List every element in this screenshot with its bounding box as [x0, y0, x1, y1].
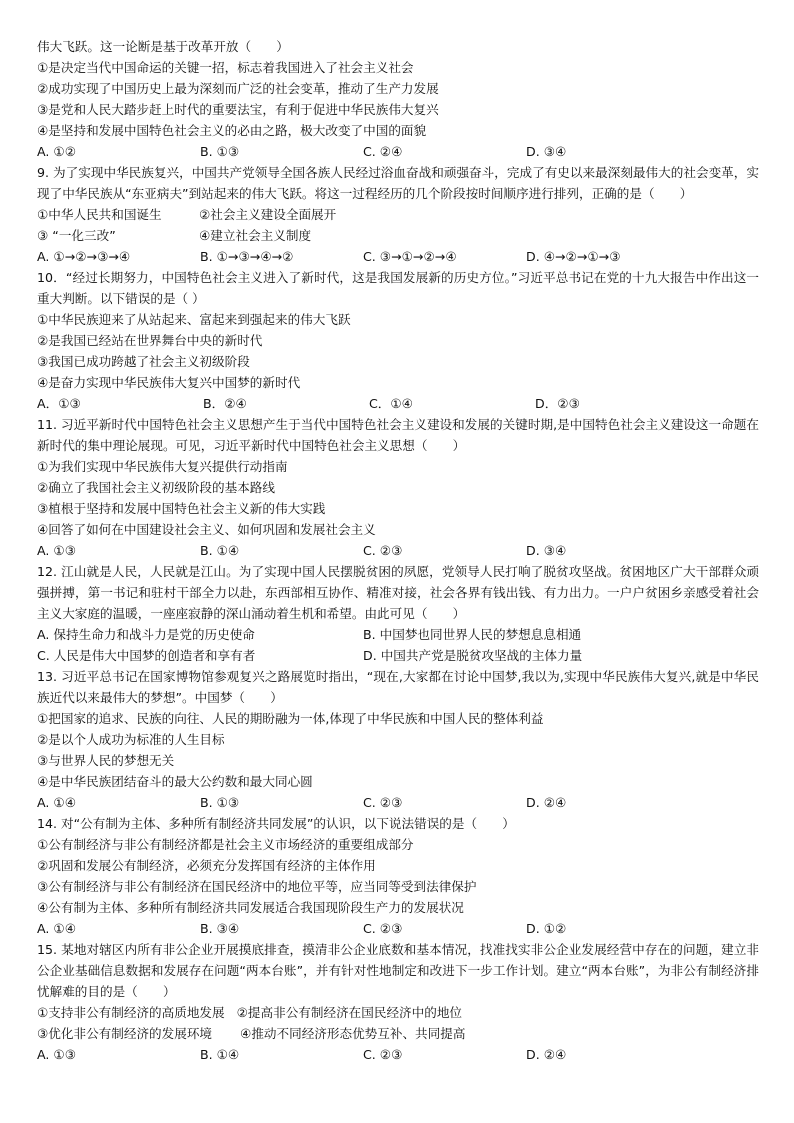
statement-4: ④回答了如何在中国建设社会主义、如何巩固和发展社会主义	[37, 522, 376, 537]
option-a[interactable]: A. ①④	[37, 795, 76, 810]
statement-3: ③与世界人民的梦想无关	[37, 753, 175, 768]
statement-1: ①是决定当代中国命运的关键一招，标志着我国进入了社会主义社会	[37, 60, 414, 75]
option-b[interactable]: B. ①④	[200, 543, 240, 558]
question-15	[37, 939, 759, 1065]
answer-options	[37, 246, 759, 267]
option-a[interactable]: A. ①④	[37, 921, 76, 936]
question-stem: 11. 习近平新时代中国特色社会主义思想产生于当代中国特色社会主义建设和发展的关键时期,是中国特色社会主义建设这一命题在新时代的集中理论展现。可见，习近平新时代中国特色社会主义思想（ ）	[37, 417, 759, 453]
question-stem: 10．“经过长期努力，中国特色社会主义进入了新时代，这是我国发展新的历史方位。”习近平总书记在党的十九大报告中作出这一重大判断。以下错误的是（ ）	[37, 270, 759, 306]
statement-2: ②确立了我国社会主义初级阶段的基本路线	[37, 480, 275, 495]
option-b[interactable]: B. ①→③→④→②	[200, 249, 294, 264]
option-c[interactable]: C. ②③	[363, 795, 403, 810]
statement-4: ④推动不同经济形态优势互补、共同提高	[240, 1026, 466, 1041]
statement-4: ④是坚持和发展中国特色社会主义的必由之路，极大改变了中国的面貌	[37, 123, 427, 138]
question-stem: 13. 习近平总书记在国家博物馆参观复兴之路展览时指出，“现在,大家都在讨论中国梦,我以为,实现中华民族伟大复兴,就是中华民族近代以来最伟大的梦想”。中国梦（ ）	[37, 669, 759, 705]
answer-options	[37, 624, 759, 645]
option-a[interactable]: A．①③	[37, 396, 81, 411]
option-d[interactable]: D. ③④	[526, 144, 567, 159]
statement-1: ①把国家的追求、民族的向往、人民的期盼融为一体,体现了中华民族和中国人民的整体利益	[37, 711, 544, 726]
option-a[interactable]: A. ①②	[37, 144, 76, 159]
option-c[interactable]: C. ③→①→②→④	[363, 249, 457, 264]
option-d[interactable]: D. 中国共产党是脱贫攻坚战的主体力量	[363, 648, 583, 663]
option-a[interactable]: A. ①→②→③→④	[37, 249, 131, 264]
statement-1: ①中华人民共和国诞生	[37, 207, 162, 222]
answer-options	[37, 645, 759, 666]
answer-options	[37, 540, 759, 561]
option-c[interactable]: C. ②③	[363, 921, 403, 936]
question-8	[37, 36, 759, 162]
option-d[interactable]: D. ③④	[526, 543, 567, 558]
option-a[interactable]: A. ①③	[37, 1047, 76, 1062]
question-stem: 12. 江山就是人民，人民就是江山。为了实现中国人民摆脱贫困的夙愿，党领导人民打响了脱贫攻坚战。贫困地区广大干部群众顽强拼搏，第一书记和驻村干部全力以赴，东西部相互协作、精准对接，社会各界有钱出钱、有力出力。一户户贫困乡亲感受着社会主义大家庭的温暖，一座座寂静的深山涌动着生机和希望。由此可见（ ）	[37, 564, 759, 621]
question-9	[37, 162, 759, 267]
statement-2: ②社会主义建设全面展开	[199, 207, 337, 222]
statement-2: ②成功实现了中国历史上最为深刻而广泛的社会变革，推动了生产力发展	[37, 81, 439, 96]
option-c[interactable]: C. ②④	[363, 144, 403, 159]
statement-3: ③优化非公有制经济的发展环境	[37, 1026, 213, 1041]
statement-2: ②提高非公有制经济在国民经济中的地位	[236, 1005, 463, 1020]
option-c[interactable]: C. ②③	[363, 543, 403, 558]
statement-3: ③是党和人民大踏步赶上时代的重要法宝，有利于促进中华民族伟大复兴	[37, 102, 439, 117]
statement-2: ②是以个人成功为标准的人生目标	[37, 732, 225, 747]
option-d[interactable]: D．②③	[535, 396, 580, 411]
statement-3: ③植根于坚持和发展中国特色社会主义新的伟大实践	[37, 501, 326, 516]
question-stem: 14. 对“公有制为主体、多种所有制经济共同发展”的认识，以下说法错误的是（ ）	[37, 816, 515, 831]
option-a[interactable]: A. ①③	[37, 543, 76, 558]
option-b[interactable]: B. 中国梦也同世界人民的梦想息息相通	[363, 627, 582, 642]
question-stem: 伟大飞跃。这一论断是基于改革开放（ ）	[37, 39, 289, 54]
statement-3: ③公有制经济与非公有制经济在国民经济中的地位平等，应当同等受到法律保护	[37, 879, 477, 894]
option-b[interactable]: B．②④	[203, 396, 247, 411]
statement-3: ③ “一化三改”	[37, 228, 116, 243]
answer-options	[37, 141, 759, 162]
statement-4: ④公有制为主体、多种所有制经济共同发展适合我国现阶段生产力的发展状况	[37, 900, 464, 915]
statement-row	[37, 1023, 759, 1044]
exam-page	[37, 36, 759, 1065]
statement-4: ④是中华民族团结奋斗的最大公约数和最大同心圆	[37, 774, 313, 789]
option-a[interactable]: A. 保持生命力和战斗力是党的历史使命	[37, 627, 255, 642]
answer-options	[37, 393, 759, 414]
option-b[interactable]: B. ①④	[200, 1047, 240, 1062]
statement-2: ②是我国已经站在世界舞台中央的新时代	[37, 333, 263, 348]
option-d[interactable]: D. ④→②→①→③	[526, 249, 621, 264]
question-stem: 15. 某地对辖区内所有非公企业开展摸底排查，摸清非公企业底数和基本情况，找准找实非公企业发展经营中存在的问题，建立非公企业基础信息数据和发展存在问题“两本台账”，并有针对性地制定和改进下一步工作计划。建立“两本台账”，为非公有制经济排忧解难的目的是（ ）	[37, 942, 759, 999]
statement-4: ④建立社会主义制度	[199, 228, 312, 243]
statement-3: ③我国已成功跨越了社会主义初级阶段	[37, 354, 250, 369]
option-b[interactable]: B. ③④	[200, 921, 240, 936]
statement-2: ②巩固和发展公有制经济，必须充分发挥国有经济的主体作用	[37, 858, 376, 873]
statement-row	[37, 204, 759, 225]
question-11	[37, 414, 759, 561]
question-13	[37, 666, 759, 813]
statement-1: ①中华民族迎来了从站起来、富起来到强起来的伟大飞跃	[37, 312, 351, 327]
option-d[interactable]: D. ②④	[526, 1047, 567, 1062]
question-10	[37, 267, 759, 414]
statement-row	[37, 1002, 759, 1023]
statement-row	[37, 225, 759, 246]
statement-4: ④是奋力实现中华民族伟大复兴中国梦的新时代	[37, 375, 301, 390]
statement-1: ①为我们实现中华民族伟大复兴提供行动指南	[37, 459, 288, 474]
question-12	[37, 561, 759, 666]
option-c[interactable]: C．①④	[369, 396, 413, 411]
option-c[interactable]: C. ②③	[363, 1047, 403, 1062]
answer-options	[37, 792, 759, 813]
statement-1: ①支持非公有制经济的高质地发展	[37, 1005, 225, 1020]
answer-options	[37, 1044, 759, 1065]
statement-1: ①公有制经济与非公有制经济都是社会主义市场经济的重要组成部分	[37, 837, 414, 852]
option-d[interactable]: D. ①②	[526, 921, 567, 936]
option-b[interactable]: B. ①③	[200, 795, 240, 810]
question-stem: 9. 为了实现中华民族复兴，中国共产党领导全国各族人民经过浴血奋战和顽强奋斗，完成了有史以来最深刻最伟大的社会变革，实现了中华民族从“东亚病夫”到站起来的伟大飞跃。将这一过程经历的几个阶段按时间顺序进行排列，正确的是（ ）	[37, 165, 759, 201]
answer-options	[37, 918, 759, 939]
option-b[interactable]: B. ①③	[200, 144, 240, 159]
question-14	[37, 813, 759, 939]
option-c[interactable]: C. 人民是伟大中国梦的创造者和享有者	[37, 648, 256, 663]
option-d[interactable]: D. ②④	[526, 795, 567, 810]
